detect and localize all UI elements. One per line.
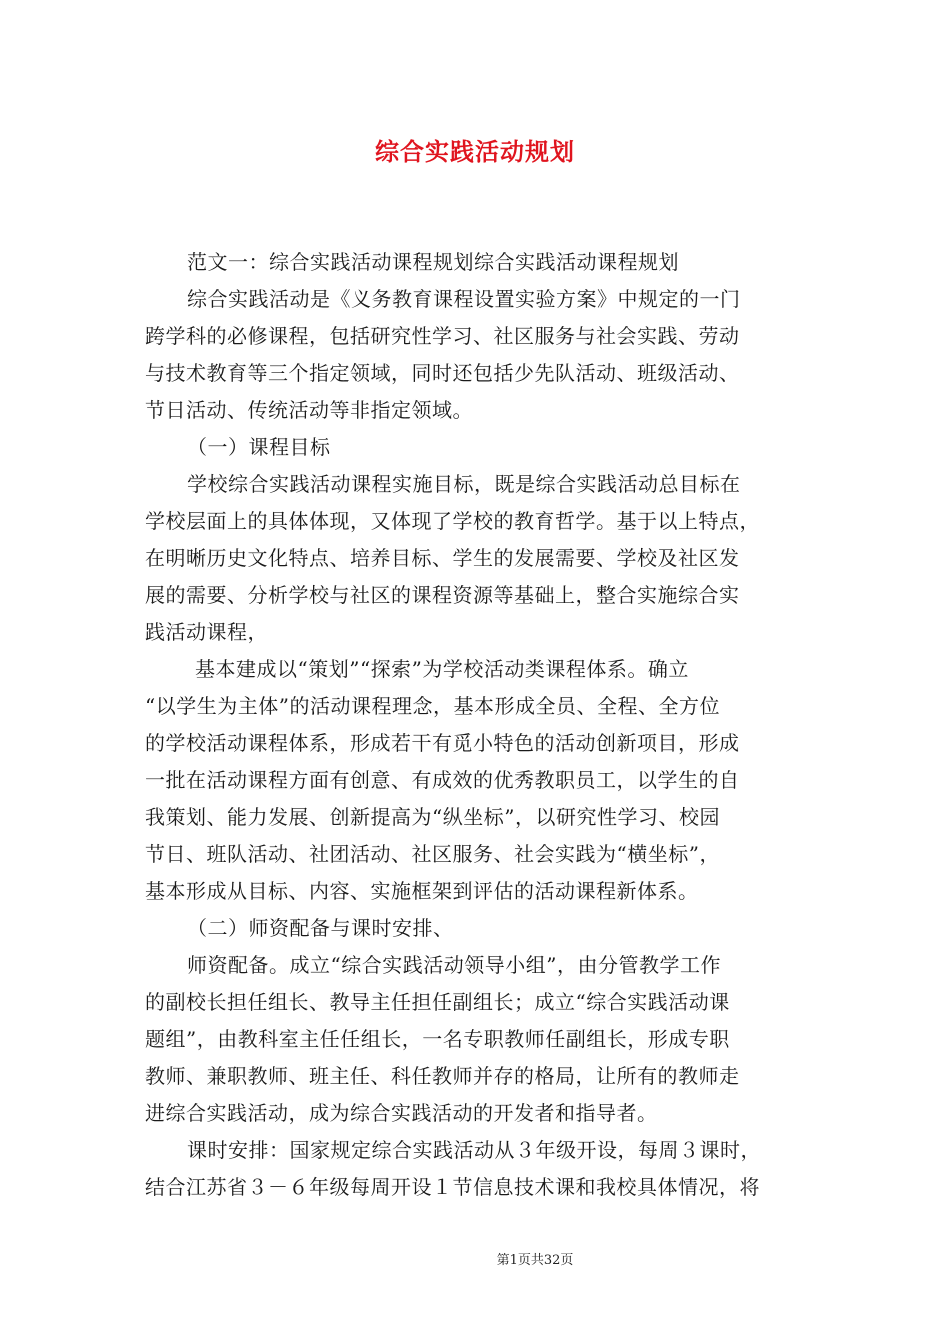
- section-heading: （一）课程目标: [187, 435, 331, 459]
- paragraph-line: 一批在活动课程方面有创意、有成效的优秀教职员工，以学生的自: [145, 768, 740, 792]
- document-title: 综合实践活动规划: [375, 138, 575, 166]
- paragraph-line: 节日、班队活动、社团活动、社区服务、社会实践为“横坐标”，: [145, 842, 720, 866]
- paragraph-line: 在明晰历史文化特点、培养目标、学生的发展需要、学校及社区发: [145, 546, 740, 570]
- paragraph-line: 学校综合实践活动课程实施目标，既是综合实践活动总目标在: [187, 472, 741, 496]
- paragraph-line: 我策划、能力发展、创新提高为“纵坐标”，以研究性学习、校园: [145, 805, 720, 829]
- paragraph-line: 节日活动、传统活动等非指定领域。: [145, 398, 473, 422]
- paragraph-line: 学校层面上的具体体现，又体现了学校的教育哲学。基于以上特点，: [145, 509, 760, 533]
- paragraph-line: 综合实践活动是《义务教育课程设置实验方案》中规定的一门: [187, 287, 741, 311]
- paragraph-line: 题组”，由教科室主任任组长，一名专职教师任副组长，形成专职: [145, 1027, 730, 1051]
- paragraph-line: 的学校活动课程体系，形成若干有觅小特色的活动创新项目，形成: [145, 731, 740, 755]
- paragraph-line: 践活动课程，: [145, 620, 268, 644]
- page-number: 第1页共32页: [496, 1253, 574, 1268]
- paragraph-line: 师资配备。成立“综合实践活动领导小组”，由分管教学工作: [187, 953, 721, 977]
- paragraph-line: 展的需要、分析学校与社区的课程资源等基础上，整合实施综合实: [145, 583, 740, 607]
- paragraph-line: 进综合实践活动，成为综合实践活动的开发者和指导者。: [145, 1101, 658, 1125]
- section-heading: （二）师资配备与课时安排、: [187, 916, 454, 940]
- paragraph-line: 基本建成以“策划”“探索”为学校活动类课程体系。确立: [195, 657, 689, 681]
- paragraph-line: 的副校长担任组长、教导主任担任副组长；成立“综合实践活动课: [145, 990, 730, 1014]
- paragraph-line: 范文一：综合实践活动课程规划综合实践活动课程规划: [187, 250, 679, 274]
- paragraph-line: 与技术教育等三个指定领域，同时还包括少先队活动、班级活动、: [145, 361, 740, 385]
- paragraph-line: 结合江苏省３－６年级每周开设１节信息技术课和我校具体情况，将: [145, 1175, 760, 1199]
- paragraph-line: 教师、兼职教师、班主任、科任教师并存的格局，让所有的教师走: [145, 1064, 740, 1088]
- paragraph-line: 课时安排：国家规定综合实践活动从３年级开设，每周３课时，: [187, 1138, 761, 1162]
- paragraph-line: “以学生为主体”的活动课程理念，基本形成全员、全程、全方位: [145, 694, 720, 718]
- paragraph-line: 跨学科的必修课程，包括研究性学习、社区服务与社会实践、劳动: [145, 324, 740, 348]
- document-body: [145, 244, 815, 1206]
- paragraph-line: 基本形成从目标、内容、实施框架到评估的活动课程新体系。: [145, 879, 699, 903]
